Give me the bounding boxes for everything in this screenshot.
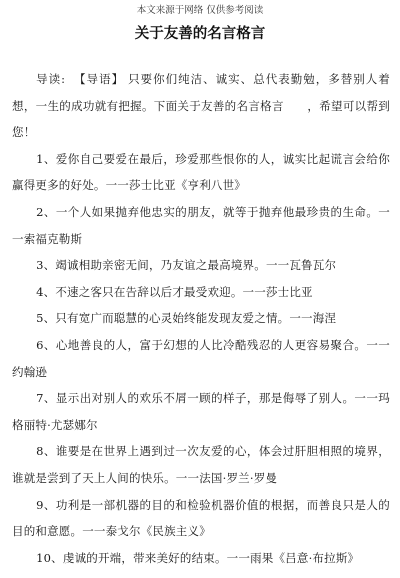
header-note: 本文来源于网络 仅供参考阅读: [136, 5, 264, 16]
intro-paragraph: [12, 66, 390, 146]
quote-item: 5、只有宽广而聪慧的心灵始终能发现友爱之情。一一海涅: [36, 311, 337, 326]
intro-label: 导读:: [36, 72, 66, 86]
quote-item: 6、心地善良的人，富于幻想的人比冷酷残忍的人更容易聚合。一一约翰逊: [12, 337, 390, 379]
quote-item: 3、竭诚相助亲密无间，乃友谊之最高境界。一一瓦鲁瓦尔: [36, 258, 337, 273]
quote-item: 7、显示出对别人的欢乐不屑一顾的样子，那是侮辱了别人。一一玛格丽特·尤瑟娜尔: [12, 391, 390, 432]
quote-item: 4、不速之客只在告辞以后才最受欢迎。一一莎士比亚: [36, 284, 313, 299]
quote-item: 1、爱你自己要爱在最后，珍爱那些恨你的人，诚实比起谎言会给你赢得更多的好处。一一莎士比亚《亨利八世》: [12, 151, 390, 193]
quote-item: 10、虔诚的开端，带来美好的结束。一一雨果《吕意·布拉斯》: [36, 550, 360, 565]
intro-text: 只要你们纯洁、诚实、总代表勤勉，多替别人着想，一生的成功就有把握。下面关于友善的名言格言 ，希望可以帮到您！: [12, 72, 390, 140]
intro-tag: 【导语】: [73, 72, 125, 86]
document-body: [12, 66, 390, 571]
quote-item: 9、功利是一部机器的目的和检验机器价值的根据，而善良只是人的目的和意愿。一一泰戈尔《民族主义》: [12, 497, 390, 539]
page-title: 关于友善的名言格言: [134, 25, 266, 42]
quote-item: 8、谁要是在世界上遇到过一次友爱的心，体会过肝胆相照的境界，谁就是尝到了天上人间的快乐。一一法国·罗兰·罗曼: [12, 444, 390, 485]
quote-item: 2、一个人如果抛弃他忠实的朋友，就等于抛弃他最珍贵的生命。一一索福克勒斯: [12, 204, 390, 246]
